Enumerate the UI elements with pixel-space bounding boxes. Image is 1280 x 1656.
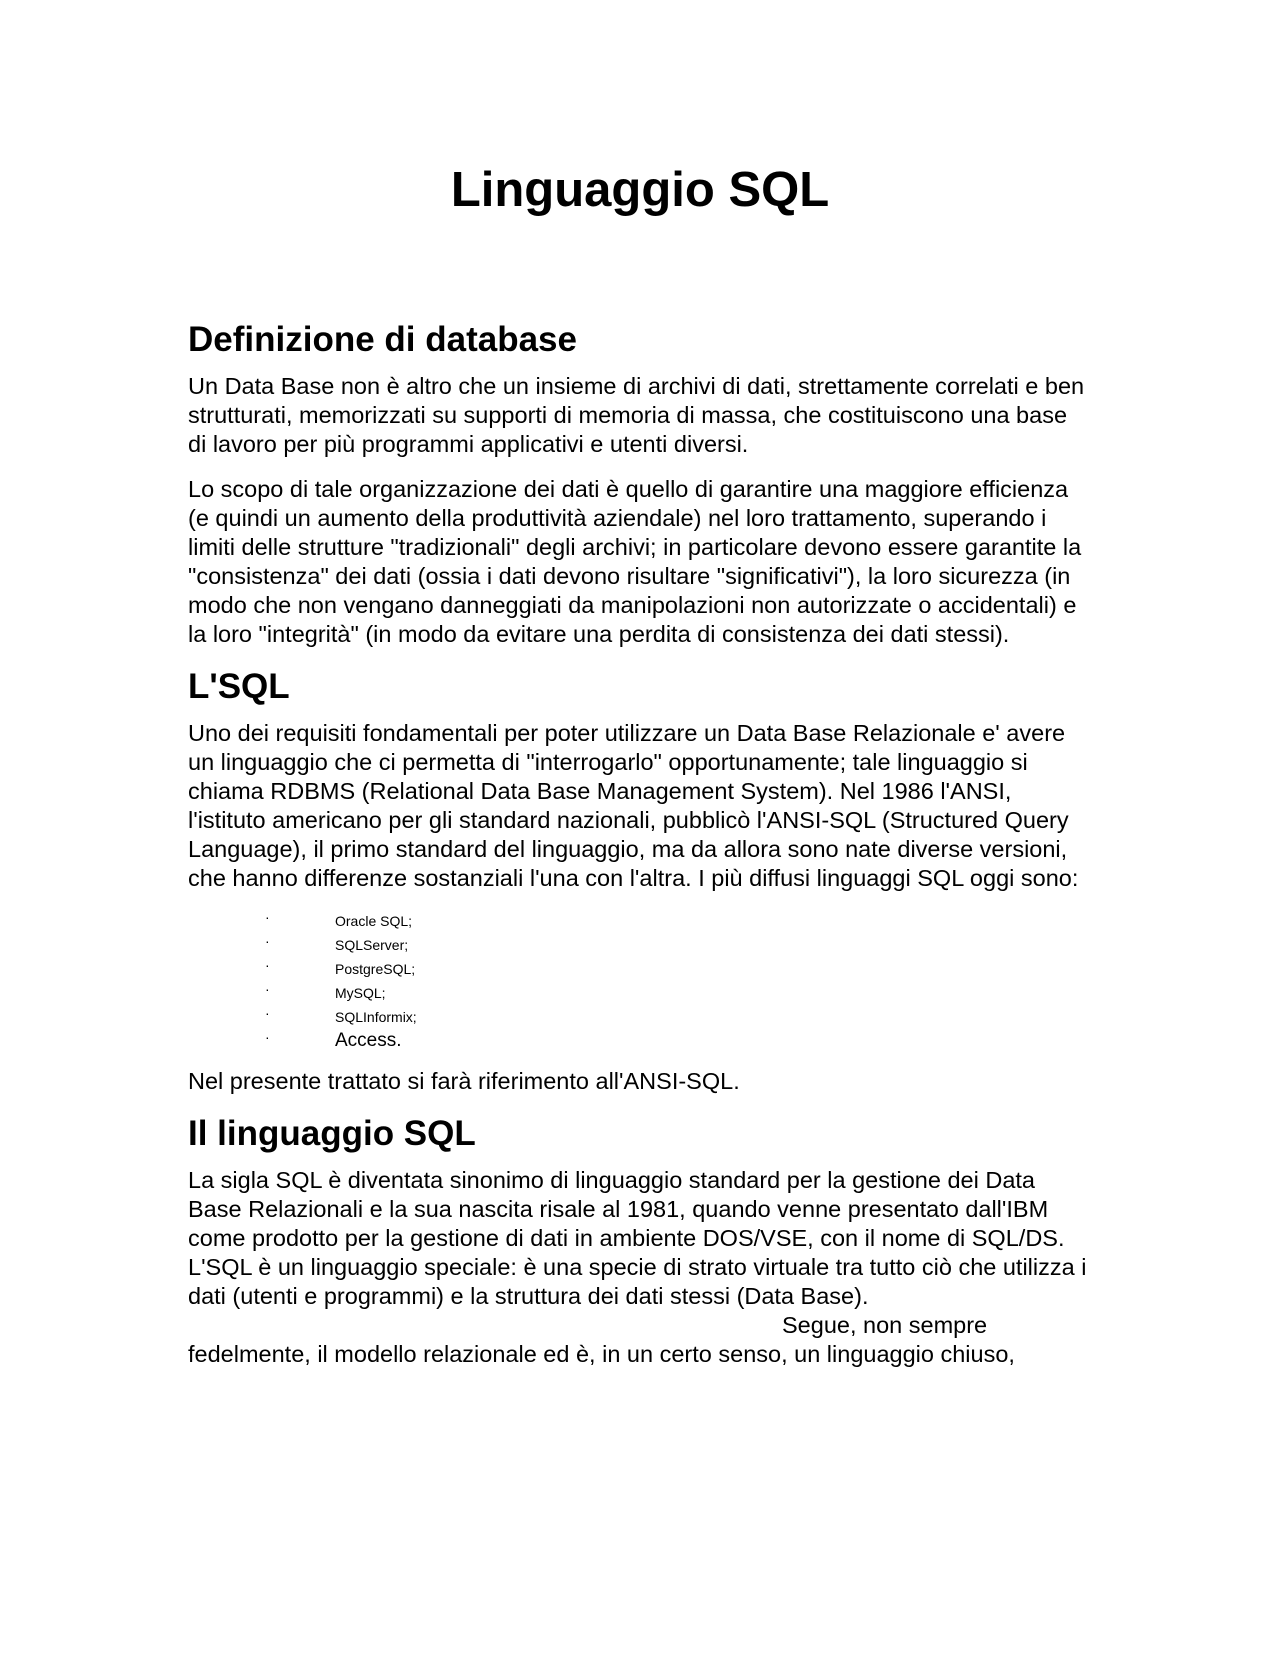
section-heading: Definizione di database xyxy=(188,320,577,359)
list-item: · SQLInformix; xyxy=(188,1005,1088,1029)
section-il-linguaggio xyxy=(188,1112,1088,1369)
paragraph xyxy=(188,1166,1088,1369)
paragraph: Nel presente trattato si farà riferimento all'ANSI-SQL. xyxy=(188,1068,740,1094)
list-item: · Access. xyxy=(188,1029,1088,1053)
paragraph-main: La sigla SQL è diventata sinonimo di linguaggio standard per la gestione dei Data Base Relazionali e la sua nascita risale al 1981, quando venne presentato dall'IBM come prodotto per la gestione di dati in ambiente DOS/VSE, con il nome di SQL/DS. L'SQL è un linguaggio speciale: è una specie di strato virtuale tra tutto ciò che utilizza i dati (utenti e programmi) e la struttura dei dati stessi (Data Base). xyxy=(188,1167,1087,1309)
section-lsql xyxy=(188,665,1088,1096)
section-heading: Il linguaggio SQL xyxy=(188,1114,476,1153)
section-heading: L'SQL xyxy=(188,667,290,706)
bullet-icon: · xyxy=(265,1029,270,1045)
bullet-icon: · xyxy=(265,957,270,973)
paragraph: Uno dei requisiti fondamentali per poter utilizzare un Data Base Relazionale e' avere un linguaggio che ci permetta di "interrogarlo" opportunamente; tale linguaggio si chiama RDBMS (Relational Data Base Management System). Nel 1986 l'ANSI, l'istituto americano per gli standard nazionali, pubblicò l'ANSI-SQL (Structured Query Language), il primo standard del linguaggio, ma da allora sono nate diverse versioni, che hanno differenze sostanziali l'una con l'altra. I più diffusi linguaggi SQL oggi sono: xyxy=(188,720,1079,891)
bullet-icon: · xyxy=(265,981,270,997)
list-item: · PostgreSQL; xyxy=(188,957,1088,981)
bullet-icon: · xyxy=(265,933,270,949)
document-body xyxy=(188,318,1088,1385)
paragraph-tail: Segue, non sempre fedelmente, il modello relazionale ed è, in un certo senso, un linguaggio chiuso, xyxy=(188,1312,1015,1367)
list-item: · SQLServer; xyxy=(188,933,1088,957)
list-item: · Oracle SQL; xyxy=(188,909,1088,933)
page-title: Linguaggio SQL xyxy=(450,163,830,217)
section-definizione xyxy=(188,318,1088,649)
bullet-icon: · xyxy=(265,1005,270,1021)
paragraph: Un Data Base non è altro che un insieme di archivi di dati, strettamente correlati e ben strutturati, memorizzati su supporti di memoria di massa, che costituiscono una base di lavoro per più programmi applicativi e utenti diversi. xyxy=(188,373,1085,457)
sql-languages-list xyxy=(188,909,1088,1053)
bullet-icon: · xyxy=(265,909,270,925)
list-item: · MySQL; xyxy=(188,981,1088,1005)
paragraph: Lo scopo di tale organizzazione dei dati è quello di garantire una maggiore efficienza (e quindi un aumento della produttività aziendale) nel loro trattamento, superando i limiti delle strutture "tradizionali" degli archivi; in particolare devono essere garantite la "consistenza" dei dati (ossia i dati devono risultare "significativi"), la loro sicurezza (in modo che non vengano danneggiati da manipolazioni non autorizzate o accidentali) e la loro "integrità" (in modo da evitare una perdita di consistenza dei dati stessi). xyxy=(188,476,1082,647)
